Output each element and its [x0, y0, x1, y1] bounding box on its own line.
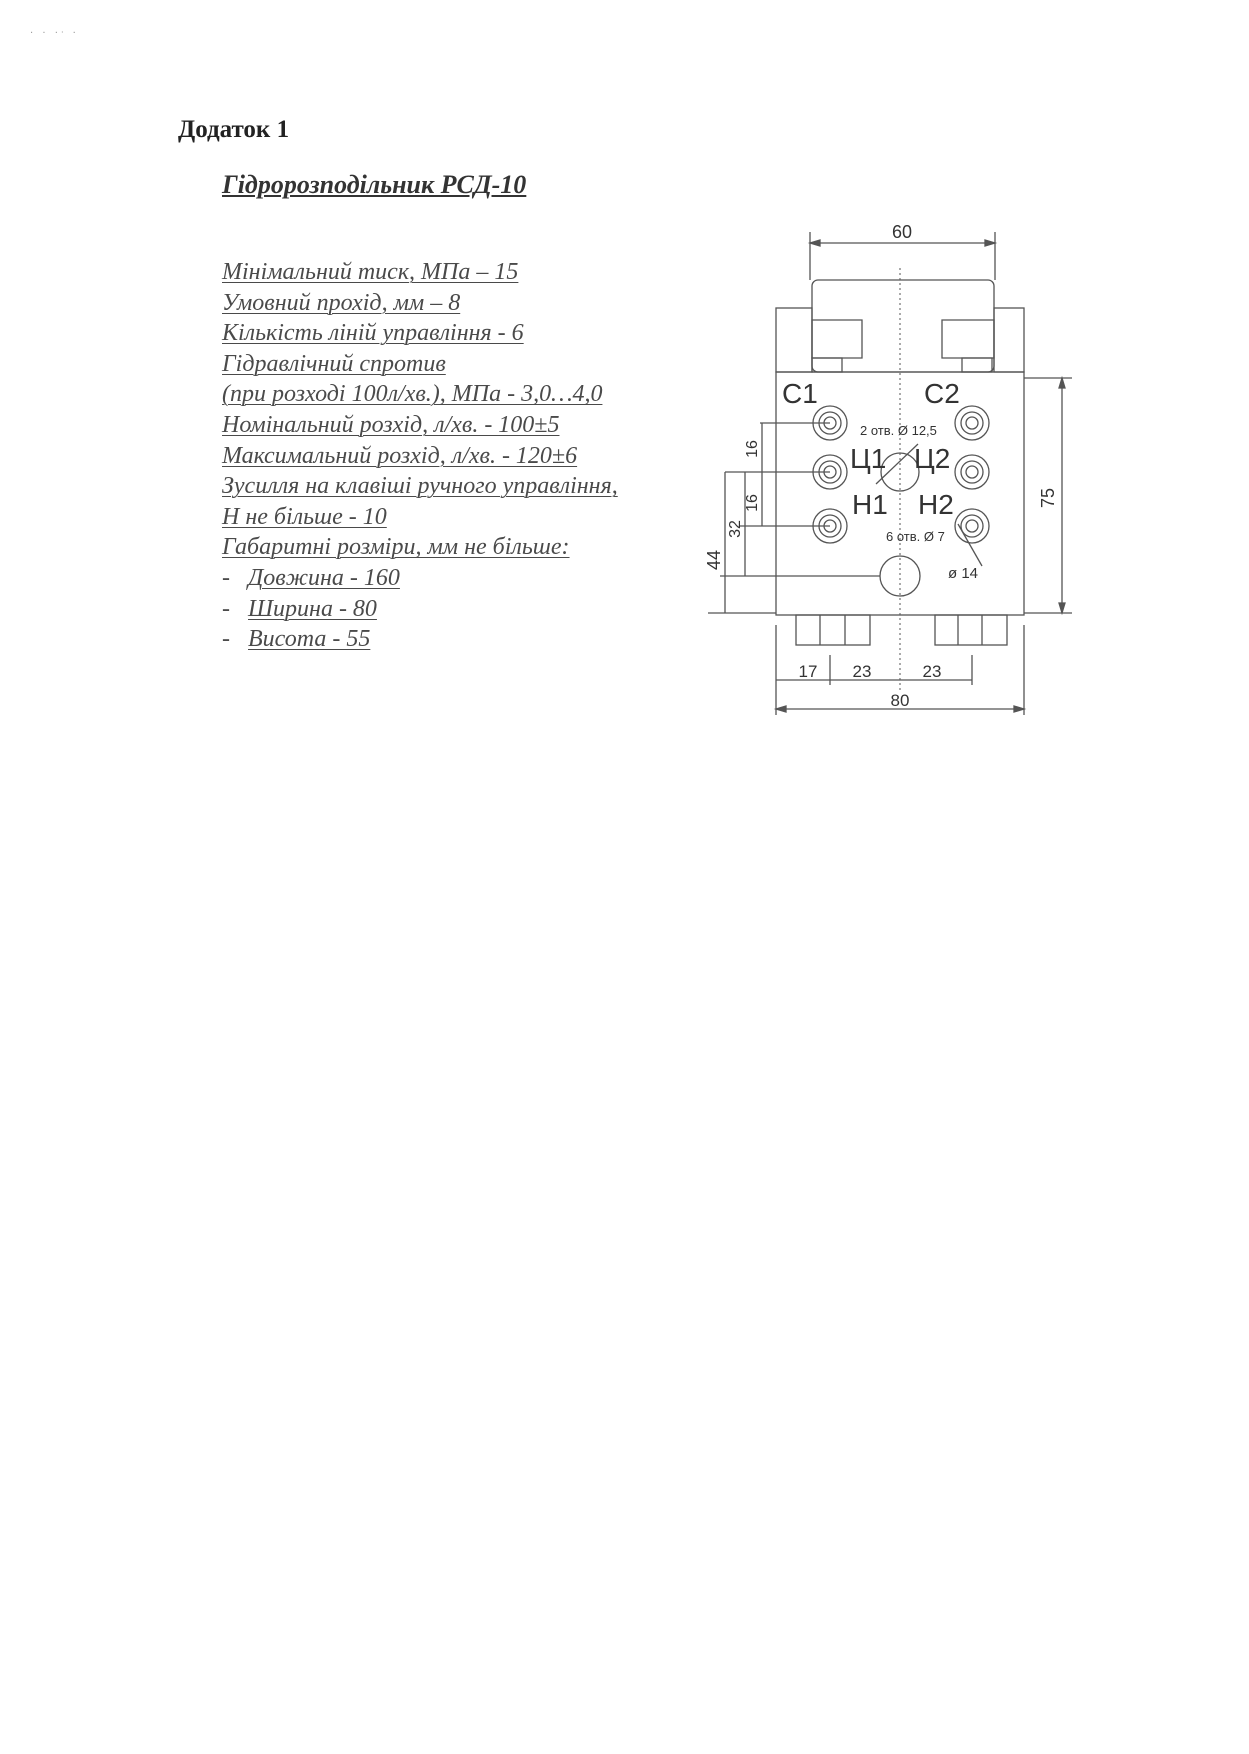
dim-16-upper: 16: [744, 440, 761, 458]
note-small-holes: 6 отв. Ø 7: [886, 529, 945, 544]
note-diameter-14: ø 14: [948, 565, 979, 582]
device-title: Гідророзподільник РСД-10: [222, 170, 527, 199]
spec-item: Кількість ліній управління - 6: [222, 320, 524, 347]
port-label-ts2: Ц2: [914, 443, 951, 474]
spec-item-dimension: - Висота - 55: [222, 626, 371, 653]
spec-item: Мінімальний тиск, МПа – 15: [222, 259, 519, 285]
spec-item-dimension: - Ширина - 80: [222, 595, 377, 622]
dim-23-left: 23: [852, 662, 872, 681]
dim-16-lower: 16: [744, 494, 761, 512]
dim-17: 17: [798, 662, 818, 681]
spec-item: (при розході 100л/хв.), МПа - 3,0…4,0: [222, 381, 603, 408]
note-large-holes: 2 отв. Ø 12,5: [860, 423, 937, 438]
spec-item: Максимальний розхід, л/хв. - 120±6: [222, 442, 578, 469]
dim-44: 44: [704, 549, 724, 571]
dim-height: 75: [1038, 487, 1058, 509]
dim-top-width: 60: [891, 222, 913, 242]
port-label-c2: C2: [924, 378, 960, 409]
appendix-heading: Додаток 1: [178, 116, 290, 143]
spec-item: Умовний прохід, мм – 8: [222, 289, 461, 316]
spec-item-dimension: - Довжина - 160: [222, 564, 400, 591]
valve-technical-drawing: [690, 210, 1080, 720]
spec-item: Номінальний розхід, л/хв. - 100±5: [222, 411, 560, 438]
scan-artifact: · · ·ᐧ ·: [30, 28, 79, 39]
port-label-ts1: Ц1: [850, 443, 887, 474]
dim-total-width: 80: [890, 691, 910, 710]
dim-32: 32: [727, 520, 744, 538]
spec-item: Зусилля на клавіші ручного управління,: [222, 473, 618, 500]
spec-item: Габаритні розміри, мм не більше:: [222, 534, 570, 561]
port-label-n2: Н2: [918, 489, 954, 520]
port-label-n1: Н1: [852, 489, 888, 520]
spec-item: Н не більше - 10: [222, 503, 387, 530]
port-label-c1: C1: [782, 378, 818, 409]
spec-item: Гідравлічний спротив: [222, 350, 446, 377]
dim-23-right: 23: [922, 662, 942, 681]
spec-list: [222, 257, 618, 655]
